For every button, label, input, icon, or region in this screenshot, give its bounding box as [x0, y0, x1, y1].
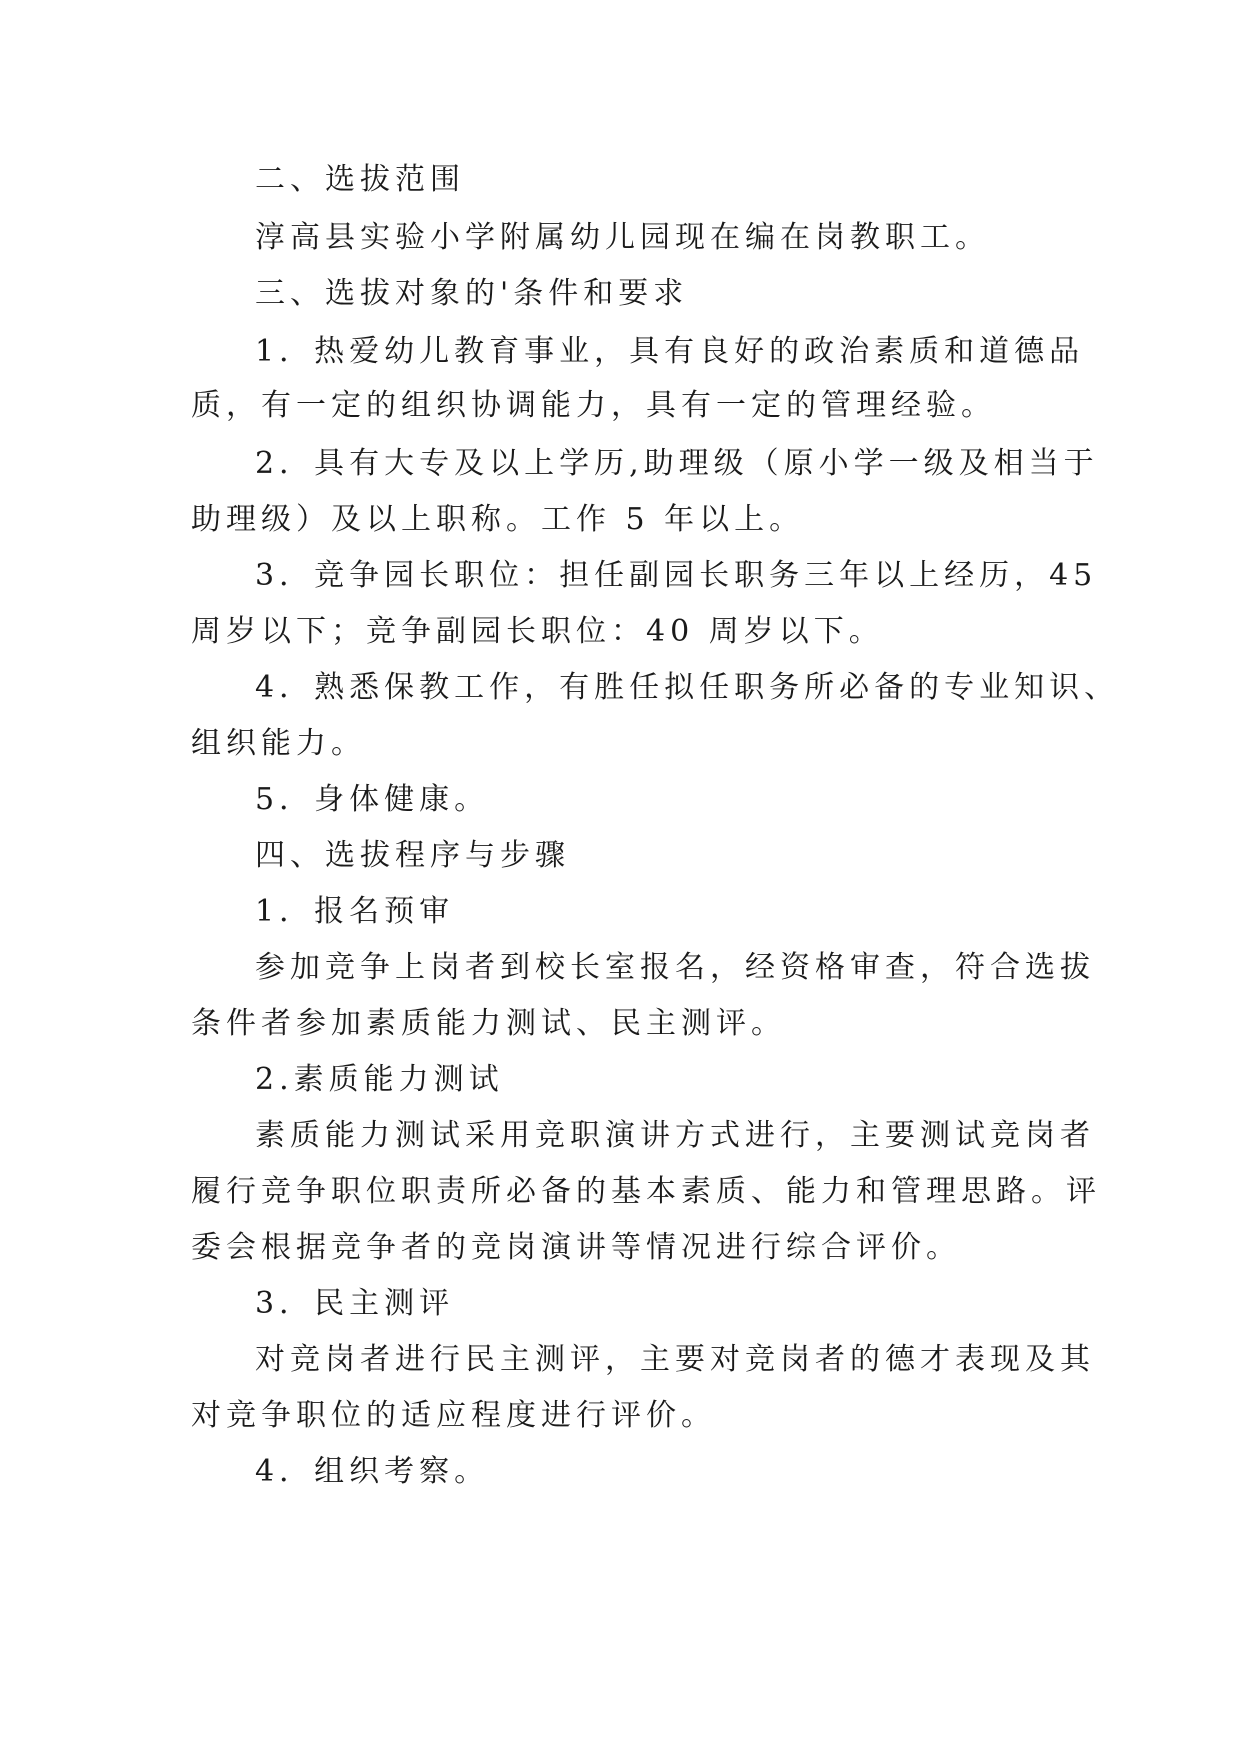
- requirement-2-line-2: 助理级）及以上职称。工作 5 年以上。: [191, 502, 805, 537]
- step-2-line-1: 素质能力测试采用竞职演讲方式进行，主要测试竞岗者: [255, 1118, 1095, 1153]
- section-heading-procedure: 四、选拔程序与步骤: [255, 838, 570, 873]
- step-1-line-2: 条件者参加素质能力测试、民主测评。: [191, 1006, 786, 1041]
- section-heading-requirements: 三、选拔对象的'条件和要求: [255, 276, 689, 311]
- requirement-3-line-2: 周岁以下；竞争副园长职位：40 周岁以下。: [191, 614, 884, 649]
- step-1-heading: 1．报名预审: [255, 894, 455, 929]
- requirement-2-line-1: 2．具有大专及以上学历,助理级（原小学一级及相当于: [255, 446, 1099, 481]
- section-heading-scope: 二、选拔范围: [255, 162, 465, 197]
- step-1-line-1: 参加竞争上岗者到校长室报名，经资格审查，符合选拔: [255, 950, 1095, 985]
- requirement-4-line-1: 4．熟悉保教工作，有胜任拟任职务所必备的专业知识、: [255, 670, 1120, 705]
- requirement-4-line-2: 组织能力。: [191, 726, 366, 761]
- step-2-line-3: 委会根据竞争者的竞岗演讲等情况进行综合评价。: [191, 1230, 961, 1265]
- requirement-5: 5．身体健康。: [255, 782, 490, 817]
- step-2-line-2: 履行竞争职位职责所必备的基本素质、能力和管理思路。评: [191, 1174, 1101, 1209]
- requirement-1-line-2: 质，有一定的组织协调能力，具有一定的管理经验。: [191, 388, 996, 423]
- step-3-heading: 3．民主测评: [255, 1286, 455, 1321]
- requirement-1-line-1: 1．热爱幼儿教育事业，具有良好的政治素质和道德品: [255, 334, 1085, 369]
- step-4-heading: 4．组织考察。: [255, 1454, 490, 1489]
- step-2-heading: 2.素质能力测试: [255, 1062, 504, 1097]
- paragraph-scope: 淳高县实验小学附属幼儿园现在编在岗教职工。: [255, 220, 990, 255]
- requirement-3-line-1: 3．竞争园长职位：担任副园长职务三年以上经历，45: [255, 558, 1098, 593]
- step-3-line-2: 对竞争职位的适应程度进行评价。: [191, 1398, 716, 1433]
- step-3-line-1: 对竞岗者进行民主测评，主要对竞岗者的德才表现及其: [255, 1342, 1095, 1377]
